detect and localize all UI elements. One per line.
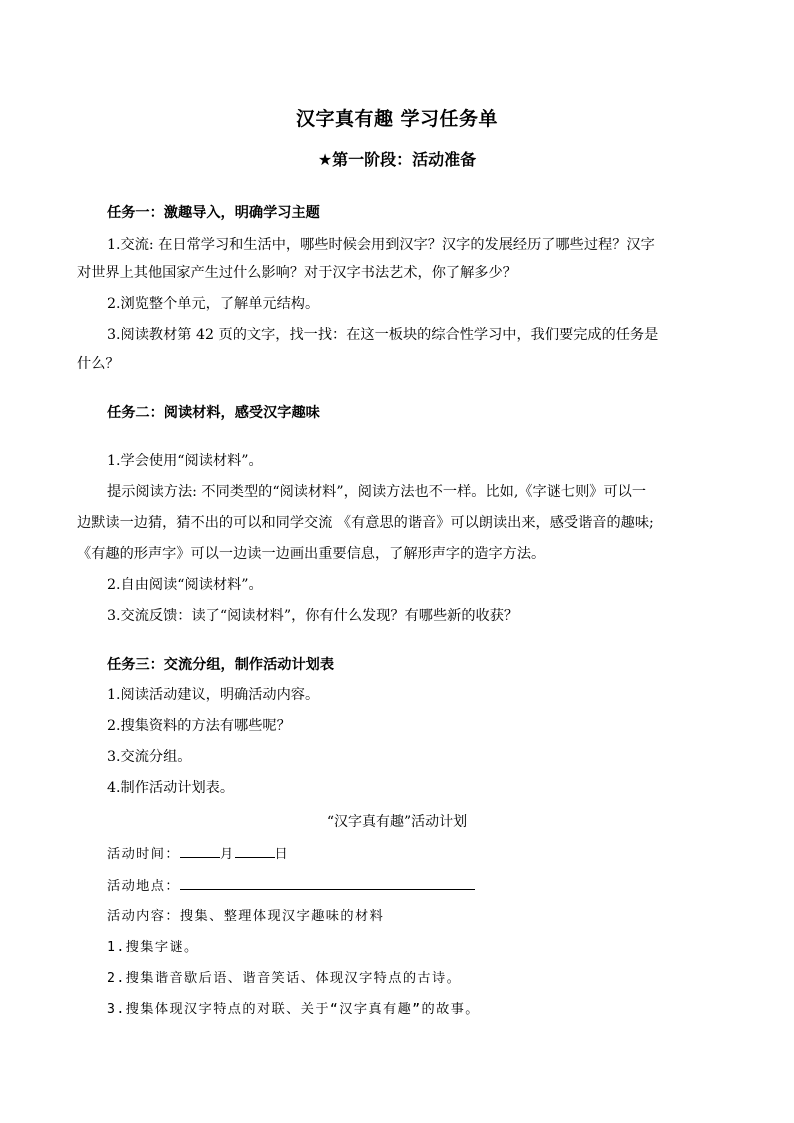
plan-item-3: 3.搜集体现汉字特点的对联、关于“汉字真有趣”的故事。 [107, 1002, 480, 1017]
plan-title: “汉字真有趣”活动计划 [326, 814, 468, 830]
task1-paragraph-3: 3.阅读教材第 42 页的文字，找一找：在这一板块的综合性学习中，我们要完成的任务是 [107, 327, 659, 343]
plan-content: 活动内容：搜集、整理体现汉字趣味的材料 [107, 909, 385, 924]
task1-paragraph-1-cont: 对世界上其他国家产生过什么影响？对于汉字书法艺术，你了解多少？ [77, 265, 517, 281]
task3-paragraph-4: 4.制作活动计划表。 [107, 780, 235, 796]
plan-time-row [107, 843, 289, 865]
task3-paragraph-1: 1.阅读活动建议，明确活动内容。 [107, 687, 320, 703]
day-label: 日 [274, 847, 290, 862]
month-blank[interactable] [180, 843, 220, 858]
task3-paragraph-3: 3.交流分组。 [107, 749, 192, 765]
task3-paragraph-2: 2.搜集资料的方法有哪些呢？ [107, 718, 291, 734]
stage-heading: ★第一阶段：活动准备 [317, 150, 477, 169]
task2-heading: 任务二：阅读材料，感受汉字趣味 [107, 405, 320, 421]
plan-item-2: 2.搜集谐音歇后语、谐音笑话、体现汉字特点的古诗。 [107, 971, 462, 986]
plan-place-label: 活动地点： [107, 879, 180, 894]
task2-paragraph-2: 提示阅读方法: 不同类型的“阅读材料”，阅读方法也不一样。比如,《字谜七则》可以一 [107, 484, 647, 500]
place-blank[interactable] [180, 875, 475, 890]
task3-heading: 任务三：交流分组，制作活动计划表 [107, 657, 335, 673]
plan-place-row [107, 875, 475, 897]
task1-paragraph-2: 2.浏览整个单元，了解单元结构。 [107, 296, 320, 312]
task2-paragraph-1: 1.学会使用“阅读材料”。 [107, 453, 263, 469]
task1-paragraph-3-cont: 什么？ [77, 356, 120, 372]
task2-paragraph-2-cont2: 《有趣的形声字》可以一边读一边画出重要信息，了解形声字的造字方法。 [77, 546, 546, 562]
plan-item-1: 1.搜集字谜。 [107, 940, 199, 955]
task2-paragraph-4: 3.交流反馈：读了“阅读材料”，你有什么发现？有哪些新的收获？ [107, 608, 519, 624]
day-blank[interactable] [235, 843, 275, 858]
plan-time-label: 活动时间： [107, 847, 180, 862]
task1-heading: 任务一：激趣导入，明确学习主题 [107, 205, 320, 221]
task2-paragraph-3: 2.自由阅读“阅读材料”。 [107, 577, 263, 593]
task2-paragraph-2-cont: 边默读一边猜，猜不出的可以和同学交流 《有意思的谐音》可以朗读出来，感受谐音的趣味; [77, 515, 654, 531]
month-label: 月 [219, 847, 235, 862]
task1-paragraph-1: 1.交流: 在日常学习和生活中，哪些时候会用到汉字？汉字的发展经历了哪些过程？汉字 [107, 237, 655, 253]
page-title: 汉字真有趣 学习任务单 [295, 108, 499, 130]
